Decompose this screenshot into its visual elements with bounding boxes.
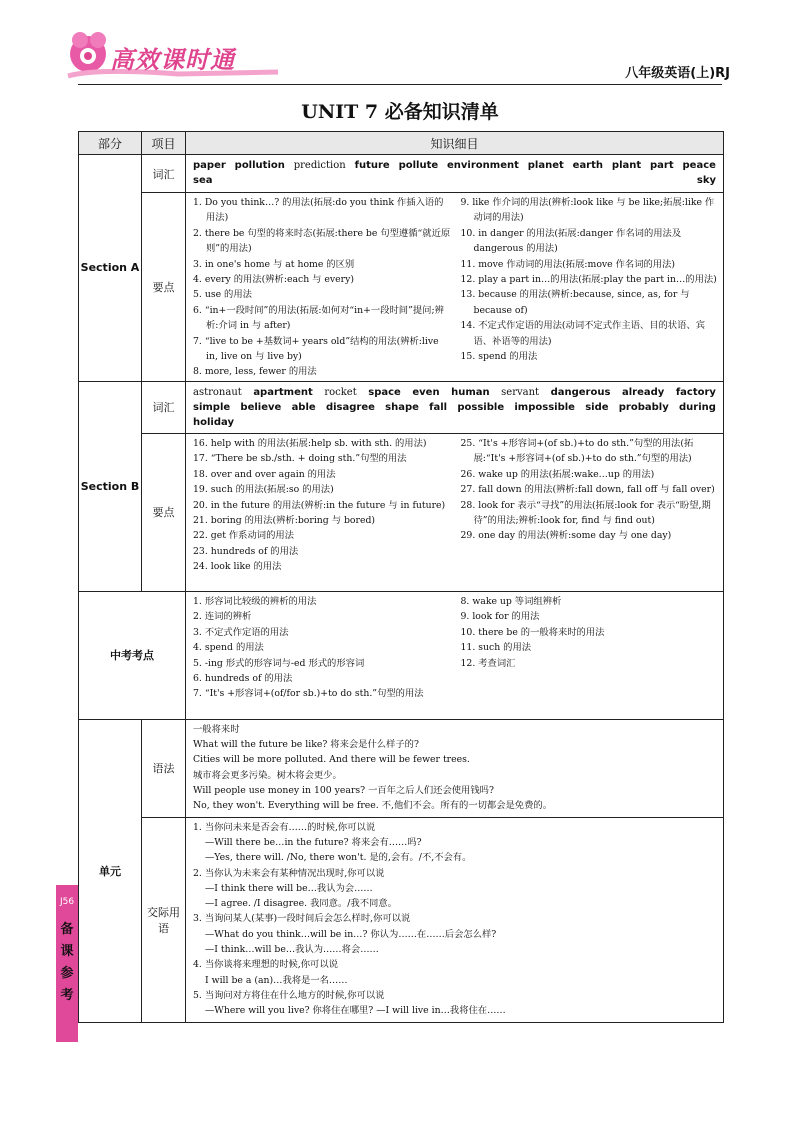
vocab-word: plant (611, 160, 642, 171)
comm-label: 交际用语 (142, 817, 186, 1022)
section-a-vocab-label: 词汇 (142, 155, 186, 193)
vocab-word: fall (429, 401, 448, 413)
vocab-word: during (679, 401, 716, 413)
knowledge-point: 21. boring 的用法(辨析:boring 与 bored) (193, 514, 376, 526)
exam-label: 中考考点 (79, 591, 186, 719)
knowledge-point: 26. wake up 的用法(拓展:wake…up 的用法) (460, 468, 655, 480)
exam-point: 12. 考查词汇 (460, 657, 516, 669)
side-tab-char: 参 (60, 966, 74, 981)
vocab-word: human (451, 386, 490, 398)
comm-line: 5. 当询问对方将住在什么地方的时候,你可以说 (193, 989, 385, 1001)
knowledge-point: 8. more, less, fewer 的用法 (193, 366, 317, 378)
header-rule (78, 84, 722, 85)
side-tab (56, 885, 78, 1042)
grammar-line: Cities will be more polluted. And there will be fewer trees. (193, 754, 470, 766)
knowledge-point: 15. spend 的用法 (460, 351, 538, 363)
comm-line: —Will there be…in the future? 将来会有……吗? (205, 836, 422, 848)
side-tab-text (56, 919, 78, 1007)
knowledge-point: 3. in one's home 与 at home 的区别 (193, 258, 355, 270)
grammar-label: 语法 (142, 719, 186, 817)
exam-point: 10. there be 的一般将来时的用法 (460, 626, 605, 638)
vocab-word: pollution (234, 160, 285, 171)
knowledge-point: 27. fall down 的用法(辨析:fall down, fall off 与 fall over) (460, 484, 715, 496)
vocab-word: future (354, 160, 390, 171)
brand-name: 高效课时通 (110, 46, 235, 74)
page-title: UNIT 7 必备知识清单 (301, 101, 499, 123)
vocab-word: already (621, 386, 665, 398)
vocab-word: rocket (324, 386, 357, 398)
knowledge-point: 17. “There be sb./sth. + doing sth.”句型的用法 (193, 453, 407, 465)
vocab-word: side (585, 401, 609, 413)
comm-line: —Yes, there will. /No, there won't. 是的,会有。/不,不会有。 (205, 852, 472, 864)
header-detail: 知识细目 (186, 132, 724, 155)
section-b-vocab (187, 383, 722, 432)
section-a-label: Section A (79, 155, 142, 382)
knowledge-point: 22. get 作系动词的用法 (193, 530, 294, 542)
knowledge-point: 12. play a part in…的用法(拓展:play the part in…的用法) (460, 274, 717, 286)
vocab-word: probably (618, 401, 669, 413)
knowledge-point: 7. “live to be +基数词+ years old”结构的用法(辨析:live in, live on 与 live by) (193, 335, 439, 363)
knowledge-point: 9. like 作介词的用法(辨析:look like 与 be like;拓展:like 作动词的用法) (460, 197, 715, 224)
side-tab-char: 备 (60, 922, 74, 937)
section-b-vocab-label: 词汇 (142, 381, 186, 433)
exam-point: 8. wake up 等词组辨析 (460, 595, 562, 607)
unit-label: 单元 (79, 719, 142, 1022)
vocab-word: shape (385, 401, 419, 413)
vocab-word: able (291, 401, 316, 413)
comm-line: —Where will you live? 你将住在哪里? —I will live in…我将住在…… (205, 1005, 506, 1017)
grammar-line: 城市将会更多污染。树木将会更少。 (193, 769, 342, 781)
knowledge-point: 6. “in+一段时间”的用法(拓展:如何对“in+一段时间”提问;辨析:介词 in 与 after) (193, 304, 444, 332)
comm-line: 1. 当你问未来是否会有……的时候,你可以说 (193, 821, 376, 833)
vocab-word: apartment (253, 386, 313, 398)
exam-point: 7. “It's +形容词+(of/for sb.)+to do sth.”句型的用法 (193, 688, 424, 700)
vocab-word: even (412, 386, 440, 398)
section-a-points-label: 要点 (142, 193, 186, 382)
vocab-word: simple (193, 401, 231, 413)
comm-line: 2. 当你认为未来会有某种情况出现时,你可以说 (193, 867, 385, 879)
vocab-word: earth (572, 160, 604, 171)
grammar-line: Will people use money in 100 years? 一百年之后人们还会使用钱吗? (193, 785, 494, 797)
knowledge-point: 16. help with 的用法(拓展:help sb. with sth. 的用法) (193, 437, 427, 449)
vocab-word: dangerous (550, 386, 611, 398)
knowledge-point: 29. one day 的用法(辨析:some day 与 one day) (460, 530, 672, 542)
side-tab-char: 课 (60, 944, 74, 959)
section-b-points-label: 要点 (142, 433, 186, 591)
grammar-line: No, they won't. Everything will be free. 不,他们不会。所有的一切都会是免费的。 (193, 800, 552, 812)
vocab-word: prediction (293, 160, 346, 171)
header-part: 部分 (79, 132, 142, 155)
comm-line: I will be a (an)…我将是一名…… (205, 974, 348, 986)
vocab-word: peace (682, 160, 716, 171)
exam-point: 1. 形容词比较级的辨析的用法 (193, 595, 317, 607)
knowledge-point: 1. Do you think…? 的用法(拓展:do you think 作插入语的用法) (193, 197, 444, 224)
vocab-word: environment (447, 160, 519, 171)
vocab-word: servant (501, 386, 540, 398)
knowledge-point: 28. look for 表示“寻找”的用法(拓展:look for 表示“盼望,期待”的用法;辨析:look for, find 与 find out) (460, 499, 711, 526)
exam-points-right (451, 594, 719, 702)
exam-point: 6. hundreds of 的用法 (193, 672, 293, 684)
exam-point: 2. 连词的辨析 (193, 611, 252, 623)
vocab-word: believe (240, 401, 282, 413)
knowledge-point: 20. in the future 的用法(辨析:in the future 与 in future) (193, 499, 446, 511)
vocab-word: disagree (325, 401, 375, 413)
knowledge-point: 4. every 的用法(辨析:each 与 every) (193, 274, 355, 286)
grammar-content (187, 721, 722, 816)
knowledge-point: 25. “It's +形容词+(of sb.)+to do sth.”句型的用法(拓展:“It's +形容词+(of sb.)+to do sth.”句型的用法) (460, 437, 694, 465)
vocab-word: paper (193, 160, 226, 171)
section-a-points-left (193, 195, 451, 380)
exam-point: 4. spend 的用法 (193, 642, 264, 654)
vocab-word: possible (457, 401, 505, 413)
book-label: 八年级英语(上)RJ (625, 66, 730, 81)
exam-point: 9. look for 的用法 (460, 611, 540, 623)
comm-line: —I think…will be…我认为……将会…… (205, 944, 379, 956)
knowledge-point: 10. in danger 的用法(拓展:danger 作名词的用法及 dangerous 的用法) (460, 227, 682, 255)
vocab-word: astronaut (193, 386, 242, 398)
knowledge-point: 11. move 作动词的用法(拓展:move 作名词的用法) (460, 258, 676, 270)
comm-content (187, 819, 722, 1021)
vocab-word: holiday (193, 416, 234, 428)
vocab-word: factory (675, 386, 716, 398)
comm-line: —What do you think…will be in…? 你认为……在……后会怎么样? (205, 928, 497, 940)
vocab-word: sea (193, 175, 213, 186)
section-a-vocab (187, 156, 722, 190)
header-item: 项目 (142, 132, 186, 155)
knowledge-point: 2. there be 句型的将来时态(拓展:there be 句型遵循“就近原则”的用法) (193, 227, 451, 255)
page-number: J56 (59, 897, 75, 907)
vocab-word: pollute (398, 160, 439, 171)
section-b-label: Section B (79, 381, 142, 591)
vocab-word: impossible (514, 401, 575, 413)
section-b-points-left (193, 436, 451, 575)
exam-point: 3. 不定式作定语的用法 (193, 626, 289, 638)
comm-line: —I think there will be…我认为会…… (205, 882, 373, 894)
side-tab-char: 考 (60, 988, 74, 1003)
knowledge-point: 5. use 的用法 (193, 289, 252, 301)
grammar-line: What will the future be like? 将来会是什么样子的? (193, 739, 419, 751)
comm-line: 4. 当你谈将来理想的时候,你可以说 (193, 959, 338, 971)
knowledge-table (78, 131, 724, 1023)
vocab-word: planet (527, 160, 564, 171)
knowledge-point: 24. look like 的用法 (193, 561, 282, 573)
comm-line: —I agree. /I disagree. 我同意。/我不同意。 (205, 898, 397, 910)
vocab-word: part (650, 160, 674, 171)
exam-point: 5. -ing 形式的形容词与-ed 形式的形容词 (193, 657, 365, 669)
section-b-points-right (451, 436, 719, 575)
knowledge-point: 23. hundreds of 的用法 (193, 545, 299, 557)
knowledge-point: 19. such 的用法(拓展:so 的用法) (193, 484, 334, 496)
vocab-word: space (368, 386, 401, 398)
knowledge-point: 13. because 的用法(辨析:because, since, as, for 与 because of) (460, 289, 690, 316)
comm-line: 3. 当询问某人(某事)一段时间后会怎么样时,你可以说 (193, 913, 411, 925)
vocab-word: sky (696, 175, 716, 186)
exam-point: 11. such 的用法 (460, 642, 532, 654)
exam-points-left (193, 594, 451, 702)
knowledge-point: 18. over and over again 的用法 (193, 468, 336, 480)
knowledge-point: 14. 不定式作定语的用法(动词不定式作主语、目的状语、宾语、补语等的用法) (460, 320, 705, 347)
section-a-points-right (451, 195, 719, 380)
grammar-line: 一般将来时 (193, 723, 240, 735)
